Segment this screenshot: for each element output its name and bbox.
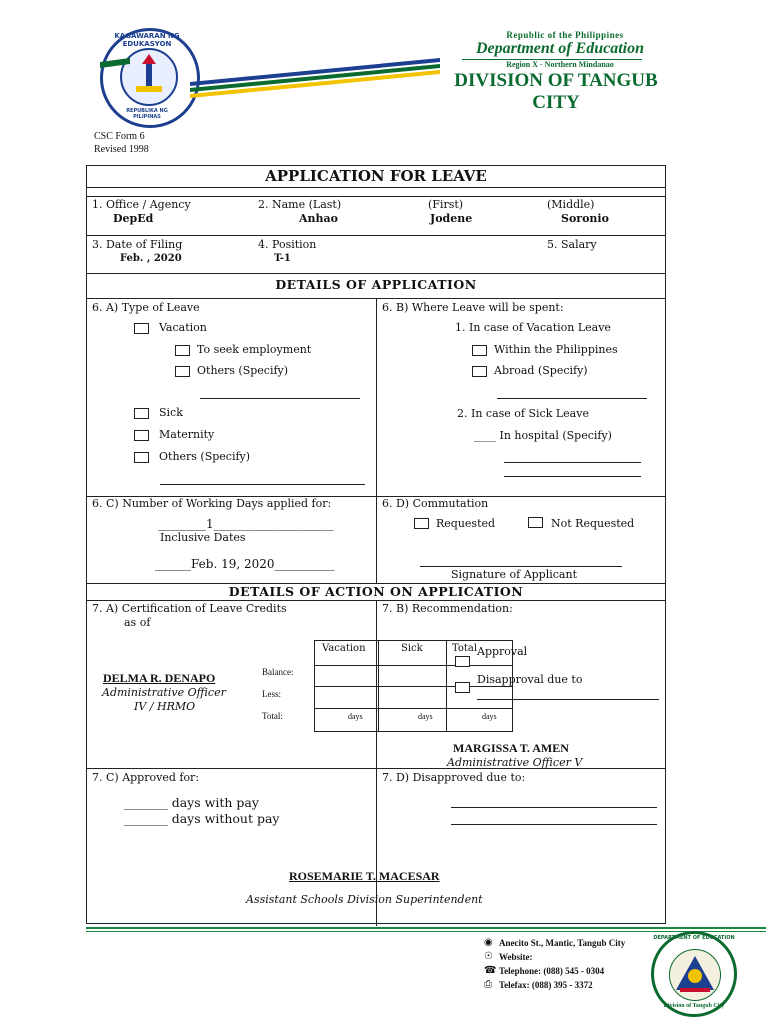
hospital-line-2[interactable] (504, 476, 641, 477)
less-label: Less: (262, 689, 281, 699)
approval-checkbox[interactable] (455, 656, 470, 667)
seek-employment-label: To seek employment (197, 343, 312, 356)
details-title: DETAILS OF APPLICATION (275, 277, 477, 292)
working-days-value: ________1____________________ (158, 517, 334, 531)
name-middle-label: (Middle) (547, 198, 595, 211)
not-requested-checkbox[interactable] (528, 517, 543, 528)
recommender-name: MARGISSA T. AMEN (453, 741, 569, 755)
position-label: 4. Position (258, 238, 317, 251)
location-icon: ◉ (484, 937, 493, 948)
maternity-label: Maternity (159, 428, 215, 441)
col-sick: Sick (401, 643, 423, 654)
position-value: T-1 (274, 253, 291, 264)
sick-checkbox[interactable] (134, 408, 149, 419)
header-banner-left (100, 52, 130, 92)
within-philippines-label: Within the Philippines (494, 343, 618, 356)
office-value: DepEd (113, 212, 154, 225)
col-vacation: Vacation (322, 643, 366, 654)
others-vacation-label: Others (Specify) (197, 364, 289, 377)
table-row-line (314, 665, 513, 666)
seek-employment-checkbox[interactable] (175, 345, 190, 356)
disapproval-label: Disapproval due to (477, 673, 583, 686)
footer-website: Website: (499, 952, 533, 962)
table-row-line (314, 686, 513, 687)
date-filing-value: Feb. , 2020 (120, 253, 182, 264)
name-first-value: Jodene (430, 212, 473, 225)
working-days-label: 6. C) Number of Working Days applied for: (92, 497, 332, 510)
within-philippines-checkbox[interactable] (472, 345, 487, 356)
hospital-label: ____ In hospital (Specify) (474, 429, 612, 442)
not-requested-label: Not Requested (551, 517, 635, 530)
signatory-name: ROSEMARIE T. MACESAR (289, 869, 440, 883)
others-vacation-checkbox[interactable] (175, 366, 190, 377)
seal-top-text: KAGAWARAN NG EDUKASYON (114, 32, 180, 48)
disapproved-line-2[interactable] (451, 824, 657, 825)
footer-rule (86, 931, 766, 932)
header-department: Department of Education (475, 40, 644, 57)
disapproved-label: 7. D) Disapproved due to: (382, 771, 526, 784)
division-seal-top: DEPARTMENT OF EDUCATION (653, 935, 735, 941)
col-total: Total (452, 643, 478, 654)
others-label: Others (Specify) (159, 450, 251, 463)
vacation-case-label: 1. In case of Vacation Leave (455, 321, 611, 334)
others-checkbox[interactable] (134, 452, 149, 463)
disapproved-line-1[interactable] (451, 807, 657, 808)
where-spent-label: 6. B) Where Leave will be spent: (382, 301, 564, 314)
rule (86, 196, 666, 197)
requested-checkbox[interactable] (414, 518, 429, 529)
column-divider (376, 298, 377, 583)
header-division: DIVISION OF TANGUB CITY (454, 70, 658, 113)
certification-label: 7. A) Certification of Leave Credits (92, 602, 287, 615)
commutation-label: 6. D) Commutation (382, 497, 489, 510)
others-vacation-line[interactable] (200, 398, 360, 399)
vacation-label: Vacation (159, 321, 207, 334)
certifying-officer-name: DELMA R. DENAPO (103, 671, 216, 685)
footer-telefax: Telefax: (088) 395 - 3372 (499, 980, 593, 990)
days-sick: days (418, 712, 433, 721)
rule (86, 187, 666, 188)
days-total: days (482, 712, 497, 721)
abroad-line[interactable] (497, 398, 647, 399)
globe-icon: ☉ (484, 951, 493, 962)
table-row-line (314, 708, 513, 709)
certifying-officer-title1: Administrative Officer (102, 686, 226, 699)
sick-label: Sick (159, 406, 183, 419)
division-seal-emblem-icon (669, 949, 721, 1001)
footer-rule (86, 927, 766, 929)
signatory-title: Assistant Schools Division Superintendent (246, 893, 483, 906)
date-filing-label: 3. Date of Filing (92, 238, 183, 251)
maternity-checkbox[interactable] (134, 430, 149, 441)
footer-telephone: Telephone: (088) 545 - 0304 (499, 966, 605, 976)
approved-for-label: 7. C) Approved for: (92, 771, 200, 784)
certifying-officer-title2: IV / HRMO (134, 700, 196, 713)
disapproval-line[interactable] (477, 699, 659, 700)
rule (86, 273, 666, 274)
signature-line[interactable] (420, 566, 622, 567)
requested-label: Requested (436, 517, 496, 530)
inclusive-dates-value: ______Feb. 19, 2020__________ (155, 557, 335, 571)
abroad-label: Abroad (Specify) (494, 364, 588, 377)
disapproval-checkbox[interactable] (455, 682, 470, 693)
office-label: 1. Office / Agency (92, 198, 191, 211)
header-republic: Republic of the Philippines (506, 30, 624, 40)
footer-address: Anecito St., Mantic, Tangub City (499, 938, 626, 948)
division-seal-bottom: Division of Tangub City (663, 1003, 725, 1009)
header-banner-stripes (190, 52, 440, 102)
name-last-label: 2. Name (Last) (258, 198, 342, 211)
vacation-checkbox[interactable] (134, 323, 149, 334)
seal-bottom-text: REPUBLIKA NG PILIPINAS (126, 108, 168, 120)
approval-label: Approval (477, 645, 528, 658)
days-vacation: days (348, 712, 363, 721)
as-of-label: as of (124, 616, 151, 629)
inclusive-dates-label: Inclusive Dates (160, 531, 246, 544)
name-first-label: (First) (428, 198, 464, 211)
recommendation-label: 7. B) Recommendation: (382, 602, 513, 615)
abroad-checkbox[interactable] (472, 366, 487, 377)
fax-icon: ⎙ (484, 979, 492, 990)
name-middle-value: Soronio (561, 212, 609, 225)
form-id-line2: Revised 1998 (94, 144, 149, 155)
form-id-line1: CSC Form 6 (94, 131, 145, 142)
form-title: APPLICATION FOR LEAVE (265, 167, 487, 185)
hospital-line-1[interactable] (504, 462, 641, 463)
header-region: Region X - Northern Mindanao (506, 60, 614, 69)
type-leave-label: 6. A) Type of Leave (92, 301, 200, 314)
others-line[interactable] (160, 484, 365, 485)
salary-label: 5. Salary (547, 238, 597, 251)
days-without-pay: _______ days without pay (124, 811, 280, 826)
phone-icon: ☎ (484, 965, 497, 976)
balance-label: Balance: (262, 667, 294, 677)
rule (86, 235, 666, 236)
action-title: DETAILS OF ACTION ON APPLICATION (228, 584, 524, 599)
signature-label: Signature of Applicant (451, 568, 577, 581)
name-last-value: Anhao (299, 212, 338, 225)
days-with-pay: _______ days with pay (124, 795, 259, 810)
sick-case-label: 2. In case of Sick Leave (457, 407, 589, 420)
form-id (94, 130, 149, 156)
recommender-title: Administrative Officer V (447, 756, 583, 769)
total-label: Total: (262, 711, 283, 721)
